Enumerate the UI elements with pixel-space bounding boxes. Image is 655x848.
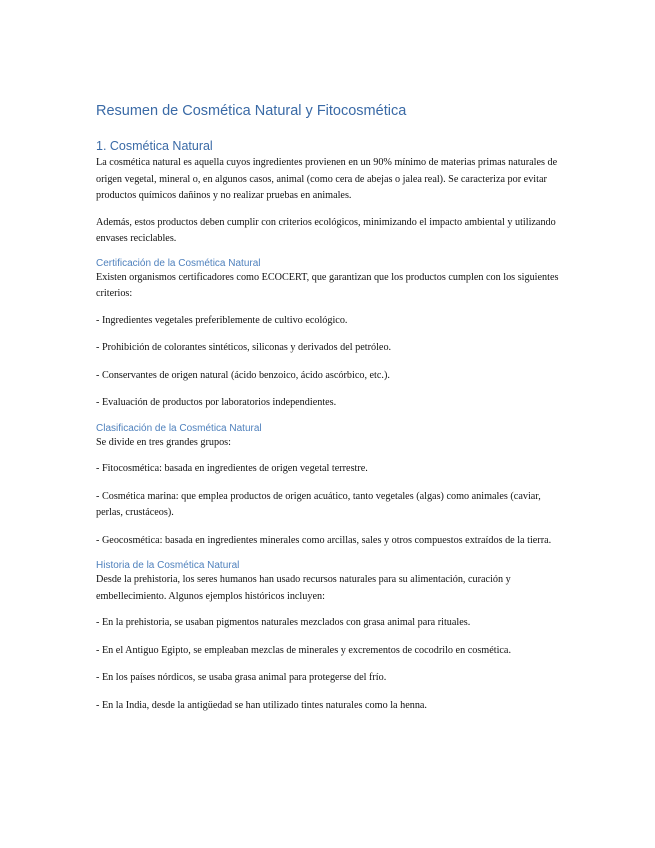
subheading-certificacion: Certificación de la Cosmética Natural (96, 257, 261, 269)
list-item: - En la India, desde la antigüedad se han utilizado tintes naturales como la henna. (96, 699, 427, 711)
list-item: - En el Antiguo Egipto, se empleaban mezclas de minerales y excrementos de cocodrilo en cosmética. (96, 644, 511, 656)
paragraph-ecological: Además, estos productos deben cumplir con criterios ecológicos, minimizando el impacto ambiental y utilizando envases reciclables. (96, 216, 556, 244)
list-item: - Evaluación de productos por laboratorios independientes. (96, 397, 337, 408)
list-item: - Geocosmética: basada en ingredientes minerales como arcillas, sales y otros compuestos extraídos de la tierra. (96, 534, 552, 546)
document-content (96, 103, 564, 725)
paragraph-definition: La cosmética natural es aquella cuyos ingredientes provienen en un 90% mínimo de materias primas naturales de origen vegetal, mineral o, en algunos casos, animal (como cera de abejas o jalea real). Se caracteriza por evitar productos químicos dañinos y no realizar pruebas en animales. (96, 157, 558, 201)
paragraph-certification-intro: Existen organismos certificadores como ECOCERT, que garantizan que los productos cumplen con los siguientes criterios: (96, 271, 559, 299)
section-heading-cosmetica-natural: 1. Cosmética Natural (96, 139, 213, 153)
list-item: - Ingredientes vegetales preferiblemente de cultivo ecológico. (96, 314, 348, 326)
list-item: - Fitocosmética: basada en ingredientes de origen vegetal terrestre. (96, 463, 368, 474)
paragraph-classification-intro: Se divide en tres grandes grupos: (96, 436, 231, 448)
list-item: - Prohibición de colorantes sintéticos, siliconas y derivados del petróleo. (96, 342, 392, 353)
list-item: - Conservantes de origen natural (ácido benzoico, ácido ascórbico, etc.). (96, 369, 390, 381)
list-item: - En la prehistoria, se usaban pigmentos naturales mezclados con grasa animal para rituales. (96, 617, 471, 628)
list-item: - Cosmética marina: que emplea productos de origen acuático, tanto vegetales (algas) como animales (caviar, perlas, crustáceos). (96, 490, 541, 518)
list-item: - En los países nórdicos, se usaba grasa animal para protegerse del frío. (96, 672, 387, 683)
document-title: Resumen de Cosmética Natural y Fitocosmética (96, 103, 407, 119)
subheading-historia: Historia de la Cosmética Natural (96, 560, 240, 571)
subheading-clasificacion: Clasificación de la Cosmética Natural (96, 422, 262, 434)
paragraph-history-intro: Desde la prehistoria, los seres humanos han usado recursos naturales para su alimentación, curación y embellecimiento. Algunos ejemplos históricos incluyen: (96, 574, 511, 602)
